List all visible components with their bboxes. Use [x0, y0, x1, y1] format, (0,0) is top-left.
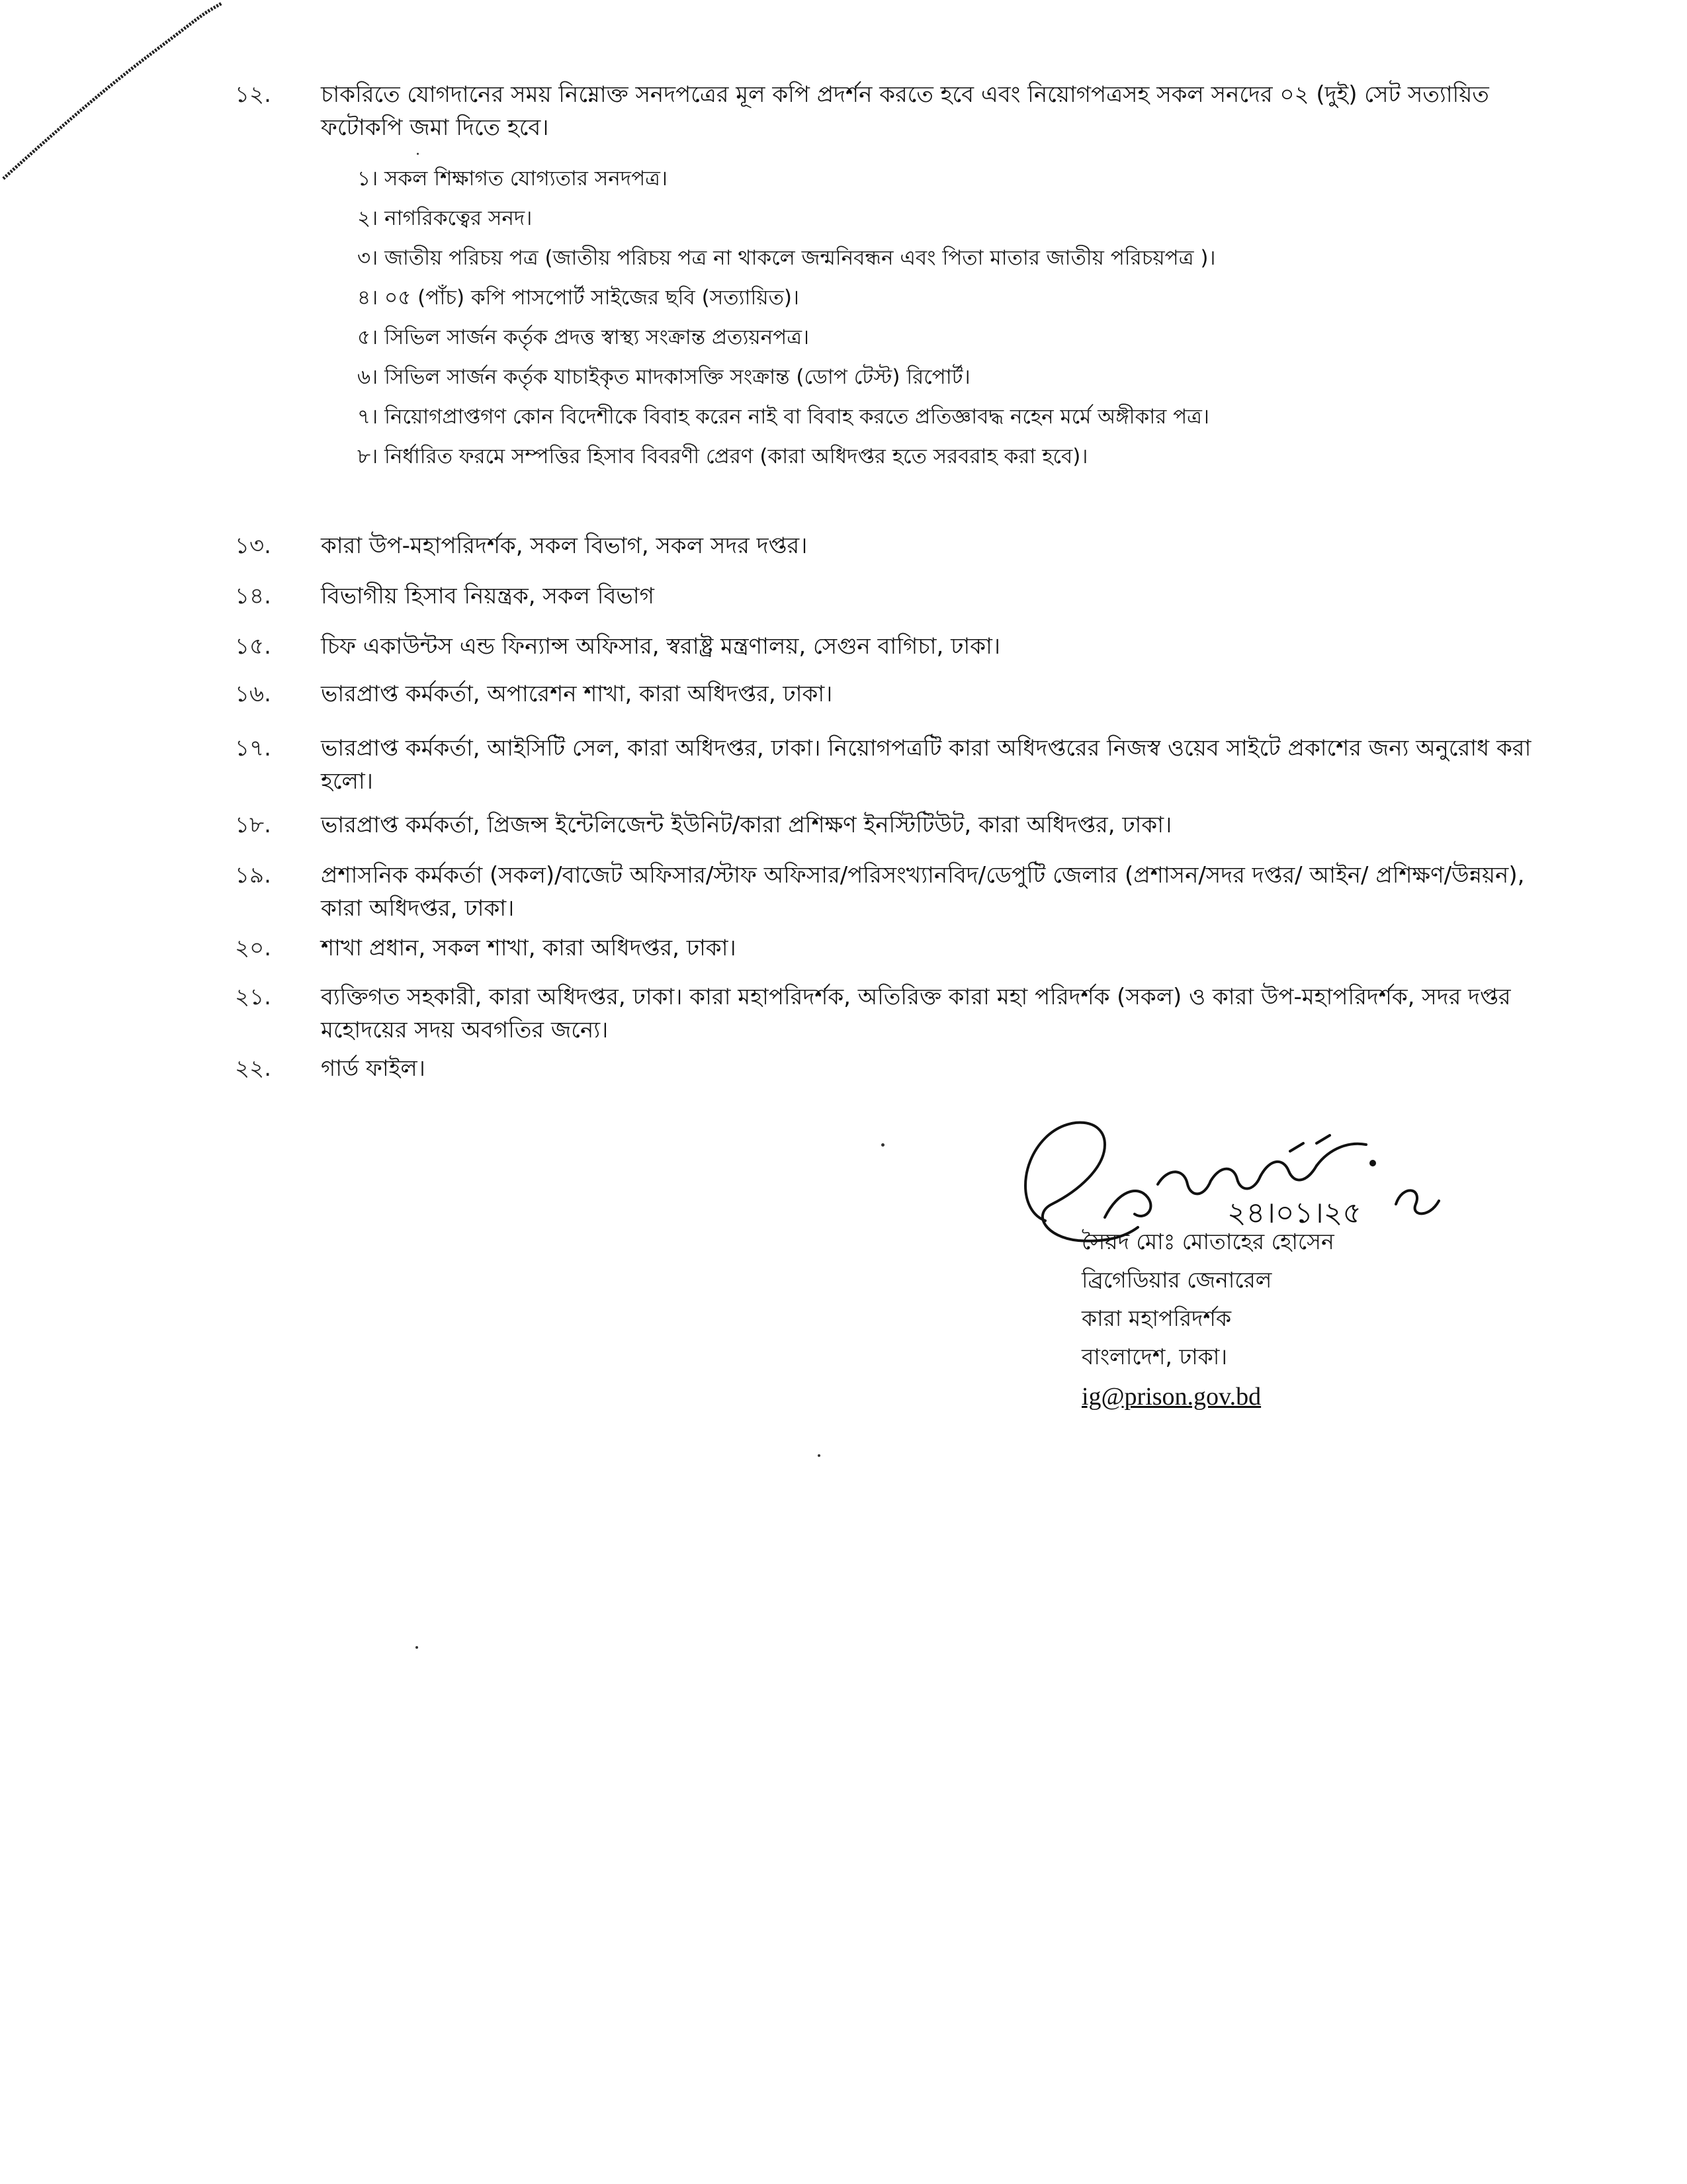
- signatory-name: সৈয়দ মোঃ মোতাহের হোসেন: [1082, 1229, 1334, 1254]
- signatory-rank: ব্রিগেডিয়ার জেনারেল: [1082, 1267, 1272, 1293]
- sub-list-item: ৭। নিয়োগপ্রাপ্তগণ কোন বিদেশীকে বিবাহ করেন নাই বা বিবাহ করতে প্রতিজ্ঞাবদ্ধ নহেন মর্মে অঙ্গীকার পত্র।: [357, 405, 1210, 429]
- item-number: ২০.: [235, 935, 272, 961]
- item-number: ২১.: [235, 984, 271, 1010]
- item-number: ১৪.: [235, 583, 271, 609]
- item-number: ১৬.: [235, 681, 271, 707]
- item-number: ২২.: [235, 1055, 272, 1082]
- list-item: [235, 932, 1545, 965]
- item-number: ১৫.: [235, 633, 271, 660]
- item-text: চিফ একাউন্টস এন্ড ফিন্যান্স অফিসার, স্বরাষ্ট্র মন্ত্রণালয়, সেগুন বাগিচা, ঢাকা।: [321, 633, 1001, 660]
- required-documents-list: [357, 165, 1548, 483]
- signature-block: [992, 1105, 1455, 1436]
- list-item: [235, 1052, 1545, 1085]
- item-text: ভারপ্রাপ্ত কর্মকর্তা, প্রিজন্স ইন্টেলিজেন্ট ইউনিট/কারা প্রশিক্ষণ ইনস্টিটিউট, কারা অধিদপ্তর, ঢাকা।: [321, 812, 1172, 838]
- signature-date: ২৪।০১।২৫: [1227, 1196, 1362, 1230]
- item-text: ভারপ্রাপ্ত কর্মকর্তা, আইসিটি সেল, কারা অধিদপ্তর, ঢাকা। নিয়োগপত্রটি কারা অধিদপ্তরের নিজস্ব ওয়েব সাইটে প্রকাশের জন্য অনুরোধ করা হলো।: [321, 735, 1532, 795]
- list-item: [235, 859, 1545, 925]
- item-text: চাকরিতে যোগদানের সময় নিম্নোক্ত সনদপত্রের মূল কপি প্রদর্শন করতে হবে এবং নিয়োগপত্রসহ সকল সনদের ০২ (দুই) সেট সত্যায়িত ফটোকপি জমা দিতে হবে।: [321, 81, 1489, 141]
- scan-edge-mark: [0, 0, 225, 192]
- list-item: [235, 677, 1545, 711]
- list-item: [235, 732, 1545, 798]
- item-text: গার্ড ফাইল।: [321, 1055, 425, 1082]
- item-text: প্রশাসনিক কর্মকর্তা (সকল)/বাজেট অফিসার/স্টাফ অফিসার/পরিসংখ্যানবিদ/ডেপুটি জেলার (প্রশাসন/সদর দপ্তর/ আইন/ প্রশিক্ষণ/উন্নয়ন), কারা অধিদপ্তর, ঢাকা।: [321, 862, 1525, 922]
- item-number: ১৩.: [235, 533, 271, 559]
- item-text: বিভাগীয় হিসাব নিয়ন্ত্রক, সকল বিভাগ: [321, 583, 654, 609]
- list-item: [235, 808, 1545, 842]
- sub-list-item: ৪। ০৫ (পাঁচ) কপি পাসপোর্ট সাইজের ছবি (সত্যায়িত)।: [357, 286, 800, 310]
- item-text: ভারপ্রাপ্ত কর্মকর্তা, অপারেশন শাখা, কারা অধিদপ্তর, ঢাকা।: [321, 681, 833, 707]
- list-item: [235, 981, 1545, 1047]
- list-item: [235, 529, 1545, 562]
- sub-list-item: ৮। নির্ধারিত ফরমে সম্পত্তির হিসাব বিবরণী প্রেরণ (কারা অধিদপ্তর হতে সরবরাহ করা হবে)।: [357, 445, 1088, 468]
- list-item: [235, 630, 1545, 663]
- signatory-email-link[interactable]: ig@prison.gov.bd: [1082, 1383, 1262, 1411]
- item-number: ১৮.: [235, 812, 271, 838]
- sub-list-item: ৬। সিভিল সার্জন কর্তৃক যাচাইকৃত মাদকাসক্তি সংক্রান্ত (ডোপ টেস্ট) রিপোর্ট।: [357, 365, 971, 389]
- list-item: [235, 78, 1545, 144]
- item-number: ১৭.: [235, 735, 271, 762]
- scan-speck: [881, 1143, 885, 1147]
- item-text: কারা উপ-মহাপরিদর্শক, সকল বিভাগ, সকল সদর দপ্তর।: [321, 533, 808, 559]
- signatory-designation: কারা মহাপরিদর্শক: [1082, 1305, 1232, 1331]
- sub-list-item: ৫। সিভিল সার্জন কর্তৃক প্রদত্ত স্বাস্থ্য সংক্রান্ত প্রত্যয়নপত্র।: [357, 326, 810, 349]
- list-item: [235, 580, 1545, 613]
- scan-speck: [417, 153, 419, 155]
- item-number: ১৯.: [235, 862, 271, 889]
- sub-list-item: ২। নাগরিকত্বের সনদ।: [357, 206, 533, 230]
- sub-list-item: ১। সকল শিক্ষাগত যোগ্যতার সনদপত্র।: [357, 167, 668, 191]
- item-text: শাখা প্রধান, সকল শাখা, কারা অধিদপ্তর, ঢাকা।: [321, 935, 736, 961]
- item-text: ব্যক্তিগত সহকারী, কারা অধিদপ্তর, ঢাকা। কারা মহাপরিদর্শক, অতিরিক্ত কারা মহা পরিদর্শক (সকল) ও কারা উপ-মহাপরিদর্শক, সদর দপ্তর মহোদয়ের সদয় অবগতির জন্যে।: [321, 984, 1511, 1043]
- scan-speck: [818, 1454, 820, 1457]
- scan-speck: [415, 1646, 418, 1649]
- sub-list-item: ৩। জাতীয় পরিচয় পত্র (জাতীয় পরিচয় পত্র না থাকলে জন্মনিবন্ধন এবং পিতা মাতার জাতীয় পরিচয়পত্র )।: [357, 246, 1216, 270]
- signatory-details: [1082, 1227, 1452, 1413]
- signatory-location: বাংলাদেশ, ঢাকা।: [1082, 1344, 1228, 1370]
- item-number: ১২.: [235, 81, 271, 108]
